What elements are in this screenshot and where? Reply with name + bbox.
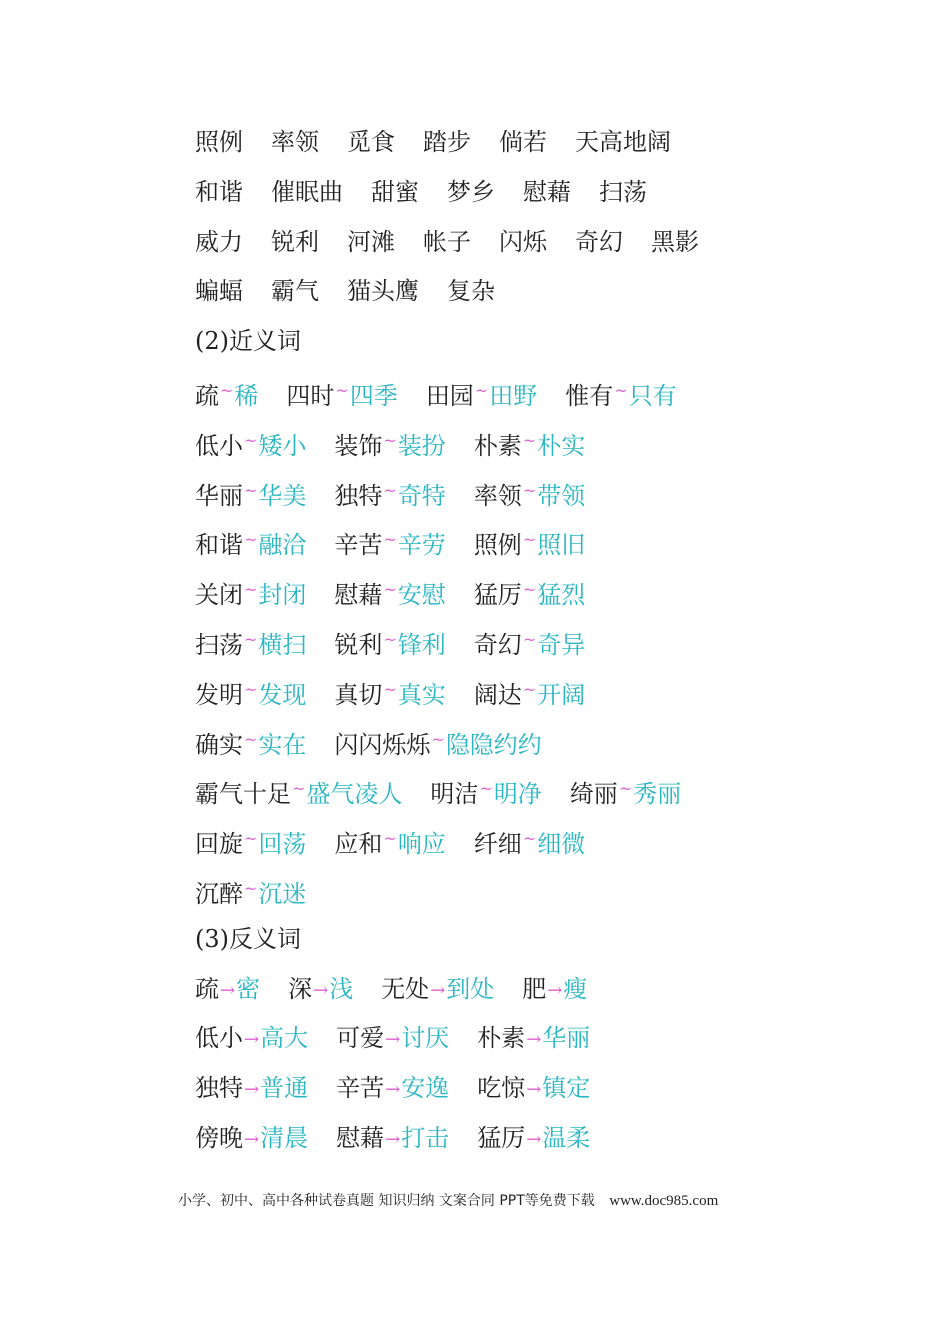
tilde-symbol: ~: [522, 679, 537, 699]
answer: 横扫: [258, 630, 307, 659]
tilde-symbol: ~: [244, 878, 258, 898]
vocab-word: 霸气: [271, 277, 319, 306]
word-pair: [522, 971, 587, 1009]
answer: 奇异: [537, 630, 586, 659]
vocab-word: 甜蜜: [371, 177, 419, 206]
pair-row: [195, 1120, 895, 1170]
answer: 辛劳: [397, 531, 446, 560]
word-pair: [195, 722, 306, 763]
tilde-symbol: ~: [244, 629, 258, 649]
word-pair: [430, 771, 541, 812]
tilde-symbol: ~: [618, 779, 633, 799]
pair-row: [195, 622, 895, 672]
vocab-word: 帐子: [423, 227, 471, 256]
vocab-row: [195, 273, 895, 323]
arrow-icon: →: [385, 1029, 401, 1051]
answer: 封闭: [258, 581, 307, 610]
tilde-symbol: ~: [522, 530, 537, 550]
pair-row: [195, 1070, 895, 1120]
term: 辛苦: [334, 531, 383, 560]
page-footer: [178, 1190, 878, 1210]
answer: 隐隐约约: [445, 730, 542, 759]
vocab-word: 梦乡: [447, 177, 495, 206]
tilde-symbol: ~: [614, 380, 628, 400]
term: 回旋: [195, 830, 243, 859]
term: 沉醉: [195, 879, 243, 908]
answer: 到处: [446, 974, 495, 1003]
footer-url[interactable]: www.doc985.com: [609, 1193, 719, 1209]
term: 惟有: [565, 381, 614, 410]
word-pair: [474, 821, 585, 862]
term: 独特: [195, 1074, 243, 1103]
term: 疏: [195, 974, 219, 1003]
term: 可爱: [336, 1024, 385, 1053]
footer-text: 小学、初中、高中各种试卷真题 知识归纳 文案合同 PPT等免费下载: [178, 1193, 595, 1209]
tilde-symbol: ~: [522, 430, 537, 450]
word-pair: [474, 572, 585, 613]
arrow-icon: →: [526, 1128, 542, 1150]
term: 和谐: [195, 531, 243, 560]
pair-row: [195, 473, 895, 523]
answer: 锋利: [397, 630, 446, 659]
vocab-word: 照例: [195, 128, 243, 156]
tilde-symbol: ~: [335, 380, 349, 400]
answer: 普通: [260, 1074, 309, 1103]
tilde-symbol: ~: [522, 829, 537, 849]
term: 慰藉: [334, 581, 383, 610]
word-pair: [474, 423, 585, 464]
word-pair: [474, 622, 585, 663]
answer: 讨厌: [401, 1024, 450, 1053]
arrow-icon: →: [526, 1079, 542, 1101]
answer: 猛烈: [537, 581, 586, 610]
arrow-icon: →: [385, 1079, 401, 1101]
term: 华丽: [195, 481, 243, 510]
term: 吃惊: [477, 1074, 526, 1103]
term: 奇幻: [473, 630, 522, 659]
term: 明洁: [430, 780, 479, 809]
answer: 华美: [258, 481, 307, 510]
answer: 只有: [628, 381, 677, 410]
term: 猛厉: [477, 1123, 526, 1152]
word-pair: [336, 1020, 449, 1058]
term: 疏: [195, 381, 219, 410]
term: 绮丽: [569, 780, 618, 809]
term: 田园: [425, 381, 474, 410]
term: 率领: [473, 481, 522, 510]
word-pair: [334, 821, 445, 862]
word-pair: [334, 622, 445, 663]
vocab-row: [195, 174, 895, 224]
answer: 四季: [349, 381, 398, 410]
word-pair: [195, 1020, 308, 1058]
answer: 发现: [258, 680, 307, 709]
word-pair: [477, 1120, 590, 1158]
answer: 朴实: [537, 431, 586, 460]
word-pair: [195, 423, 306, 464]
pair-row: [195, 871, 895, 921]
tilde-symbol: ~: [292, 779, 306, 799]
answer: 明净: [493, 780, 542, 809]
tilde-symbol: ~: [244, 580, 258, 600]
word-pair: [195, 821, 306, 862]
answer: 浅: [329, 974, 354, 1003]
term: 独特: [334, 481, 383, 510]
arrow-icon: →: [220, 979, 236, 1001]
term: 确实: [195, 730, 243, 759]
tilde-symbol: ~: [244, 729, 258, 749]
term: 低小: [195, 1024, 243, 1053]
answer: 回荡: [258, 830, 307, 859]
term: 低小: [195, 431, 243, 460]
vocab-word: 率领: [271, 128, 319, 156]
term: 纤细: [473, 830, 522, 859]
vocab-word: 威力: [195, 227, 243, 256]
vocab-word: 闪烁: [499, 227, 547, 256]
pair-row: [195, 672, 895, 722]
tilde-symbol: ~: [383, 679, 397, 699]
arrow-icon: →: [430, 979, 446, 1001]
word-pair: [474, 672, 585, 713]
answer: 瘦: [563, 974, 588, 1003]
term: 傍晚: [195, 1123, 243, 1152]
word-pair: [477, 1070, 590, 1108]
answer: 细微: [537, 830, 586, 859]
term: 霸气十足: [195, 780, 291, 809]
synonyms-title: (2)近义词: [195, 327, 301, 356]
vocab-word: 蝙蝠: [195, 277, 243, 306]
word-pair: [336, 1120, 449, 1158]
antonyms-title: (3)反义词: [195, 924, 301, 953]
word-pair: [195, 971, 260, 1009]
vocab-word: 踏步: [423, 128, 471, 156]
term: 无处: [381, 974, 430, 1003]
answer: 安逸: [401, 1074, 450, 1103]
vocab-word: 天高地阔: [575, 128, 671, 156]
answer: 高大: [260, 1024, 309, 1053]
tilde-symbol: ~: [479, 779, 493, 799]
vocab-word: 倘若: [499, 128, 547, 156]
tilde-symbol: ~: [244, 430, 258, 450]
term: 朴素: [477, 1024, 526, 1053]
word-pair: [195, 373, 258, 414]
arrow-icon: →: [313, 979, 329, 1001]
word-pair: [334, 572, 445, 613]
answer: 华丽: [542, 1024, 591, 1053]
term: 发明: [195, 680, 243, 709]
vocab-row: [195, 224, 895, 274]
vocab-word: 复杂: [447, 277, 495, 306]
word-pair: [195, 522, 306, 563]
tilde-symbol: ~: [474, 380, 489, 400]
answer: 融洽: [258, 531, 307, 560]
word-pair: [474, 522, 585, 563]
word-pair: [336, 1070, 449, 1108]
answer: 清晨: [260, 1123, 309, 1152]
tilde-symbol: ~: [244, 679, 258, 699]
term: 深: [288, 974, 313, 1003]
answer: 响应: [397, 830, 446, 859]
answer: 带领: [537, 481, 586, 510]
word-pair: [570, 771, 681, 812]
tilde-symbol: ~: [244, 480, 258, 500]
answer: 镇定: [542, 1074, 591, 1103]
term: 照例: [473, 531, 522, 560]
answer: 照旧: [537, 531, 586, 560]
arrow-icon: →: [244, 1128, 260, 1150]
word-pair: [286, 373, 397, 414]
arrow-icon: →: [244, 1029, 260, 1051]
word-pair: [334, 522, 445, 563]
vocab-word: 催眠曲: [271, 177, 343, 206]
answer: 开阔: [537, 680, 586, 709]
tilde-symbol: ~: [383, 629, 397, 649]
vocab-word: 奇幻: [575, 227, 623, 256]
word-pair: [288, 971, 353, 1009]
vocab-word: 觅食: [347, 128, 395, 156]
tilde-symbol: ~: [383, 580, 397, 600]
tilde-symbol: ~: [244, 829, 258, 849]
tilde-symbol: ~: [522, 480, 537, 500]
antonyms-section: [195, 971, 895, 1170]
synonyms-section: [195, 373, 895, 921]
answer: 矮小: [258, 431, 307, 460]
word-pair: [195, 1070, 308, 1108]
answer: 田野: [489, 381, 538, 410]
word-pair: [195, 622, 306, 663]
word-pair: [381, 971, 494, 1009]
term: 关闭: [195, 581, 243, 610]
pair-row: [195, 971, 895, 1021]
term: 装饰: [334, 431, 383, 460]
vocab-word: 和谐: [195, 177, 243, 206]
answer: 稀: [234, 381, 259, 410]
pair-row: [195, 373, 895, 423]
term: 应和: [334, 830, 383, 859]
tilde-symbol: ~: [220, 380, 234, 400]
word-pair: [195, 771, 402, 812]
word-pair: [565, 373, 676, 414]
word-pair: [195, 871, 306, 912]
term: 慰藉: [336, 1123, 385, 1152]
tilde-symbol: ~: [244, 530, 258, 550]
term: 朴素: [473, 431, 522, 460]
arrow-icon: →: [244, 1079, 260, 1101]
answer: 密: [236, 974, 261, 1003]
arrow-icon: →: [526, 1029, 542, 1051]
answer: 盛气凌人: [306, 780, 403, 809]
answer: 安慰: [397, 581, 446, 610]
arrow-icon: →: [547, 979, 563, 1001]
pair-row: [195, 423, 895, 473]
term: 真切: [334, 680, 383, 709]
arrow-icon: →: [385, 1128, 401, 1150]
tilde-symbol: ~: [431, 729, 445, 749]
word-pair: [195, 672, 306, 713]
term: 四时: [286, 381, 335, 410]
term: 肥: [522, 974, 547, 1003]
term: 锐利: [334, 630, 383, 659]
word-pair: [195, 572, 306, 613]
tilde-symbol: ~: [522, 580, 537, 600]
answer: 奇特: [397, 481, 446, 510]
word-pair: [334, 423, 445, 464]
pair-row: [195, 771, 895, 821]
pair-row: [195, 1020, 895, 1070]
answer: 温柔: [542, 1123, 591, 1152]
worksheet: [195, 124, 895, 1170]
word-pair: [334, 722, 541, 763]
answer: 打击: [401, 1123, 450, 1152]
term: 猛厉: [473, 581, 522, 610]
term: 扫荡: [195, 630, 243, 659]
answer: 秀丽: [633, 780, 682, 809]
word-pair: [195, 473, 306, 514]
word-pair: [426, 373, 537, 414]
vocab-word: 锐利: [271, 227, 319, 256]
vocabulary-section: [195, 124, 895, 323]
word-pair: [477, 1020, 590, 1058]
pair-row: [195, 821, 895, 871]
term: 辛苦: [336, 1074, 385, 1103]
vocab-word: 河滩: [347, 227, 395, 256]
vocab-word: 黑影: [651, 227, 699, 256]
tilde-symbol: ~: [383, 430, 397, 450]
vocab-word: 扫荡: [599, 177, 647, 206]
answer: 沉迷: [258, 879, 307, 908]
tilde-symbol: ~: [383, 829, 397, 849]
pair-row: [195, 572, 895, 622]
vocab-word: 慰藉: [523, 177, 571, 206]
answer: 真实: [397, 680, 446, 709]
vocab-word: 猫头鹰: [347, 277, 419, 306]
term: 闪闪烁烁: [334, 730, 431, 759]
word-pair: [334, 473, 445, 514]
word-pair: [474, 473, 585, 514]
tilde-symbol: ~: [383, 530, 397, 550]
term: 阔达: [473, 680, 522, 709]
answer: 装扮: [397, 431, 446, 460]
tilde-symbol: ~: [383, 480, 397, 500]
tilde-symbol: ~: [522, 629, 537, 649]
pair-row: [195, 722, 895, 772]
vocab-row: [195, 124, 895, 174]
pair-row: [195, 522, 895, 572]
word-pair: [334, 672, 445, 713]
answer: 实在: [258, 730, 307, 759]
word-pair: [195, 1120, 308, 1158]
